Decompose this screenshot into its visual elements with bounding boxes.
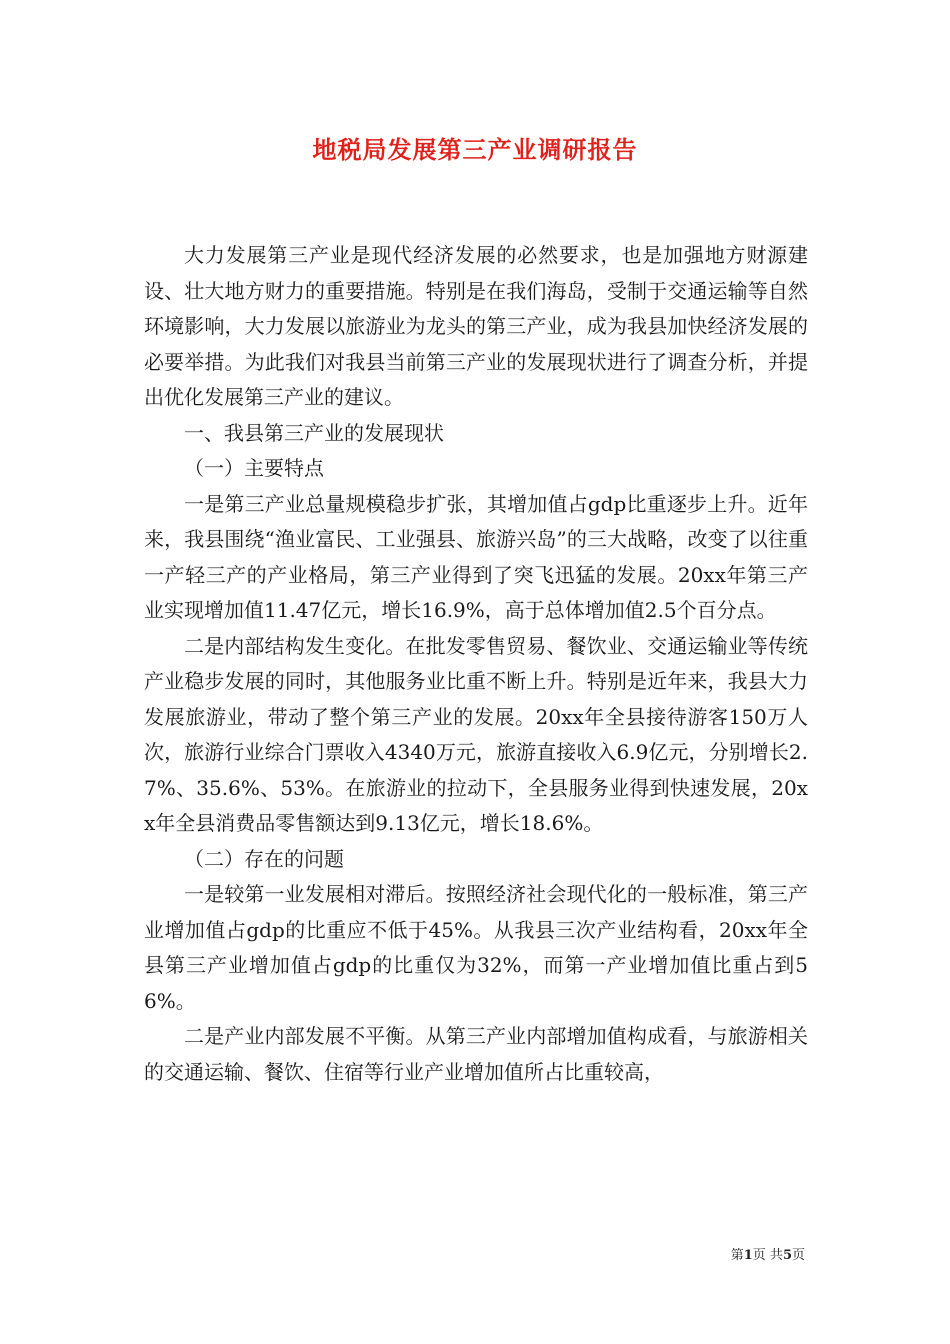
paragraph-problem-1: 一是较第一业发展相对滞后。按照经济社会现代化的一般标准，第三产业增加值占gdp的比重应不低于45%。从我县三次产业结构看，20xx年全县第三产业增加值占gdp的比重仅为32%，而第一产业增加值比重占到56%。 — [144, 882, 808, 1013]
page-footer — [731, 1246, 805, 1266]
section-heading-1: 一、我县第三产业的发展现状 — [184, 420, 444, 445]
document-title: 地税局发展第三产业调研报告 — [312, 135, 638, 164]
footer-total-pages: 5 — [782, 1248, 792, 1263]
footer-middle: 页 共 — [752, 1248, 783, 1263]
footer-prefix: 第 — [730, 1248, 744, 1263]
paragraph-feature-1: 一是第三产业总量规模稳步扩张，其增加值占gdp比重逐步上升。近年来，我县围绕“渔业富民、工业强县、旅游兴岛”的三大战略，改变了以往重一产轻三产的产业格局，第三产业得到了突飞迅猛的发展。20xx年第三产业实现增加值11.47亿元，增长16.9%，高于总体增加值2.5个百分点。 — [144, 491, 808, 622]
paragraph-feature-2: 二是内部结构发生变化。在批发零售贸易、餐饮业、交通运输业等传统产业稳步发展的同时，其他服务业比重不断上升。特别是近年来，我县大力发展旅游业，带动了整个第三产业的发展。20xx年全县接待游客150万人次，旅游行业综合门票收入4340万元，旅游直接收入6.9亿元，分别增长2.7%、35.6%、53%。在旅游业的拉动下，全县服务业得到快速发展，20xx年全县消费品零售额达到9.13亿元，增长18.6%。 — [144, 633, 808, 835]
document-body — [144, 238, 808, 1090]
subsection-heading-features: （一）主要特点 — [184, 456, 324, 480]
subsection-heading-problems: （二）存在的问题 — [184, 846, 344, 871]
footer-current-page: 1 — [743, 1248, 753, 1263]
footer-suffix: 页 — [791, 1248, 805, 1263]
paragraph-problem-2: 二是产业内部发展不平衡。从第三产业内部增加值构成看，与旅游相关的交通运输、餐饮、住宿等行业产业增加值所占比重较高， — [144, 1024, 808, 1084]
paragraph-intro: 大力发展第三产业是现代经济发展的必然要求，也是加强地方财源建设、壮大地方财力的重要措施。特别是在我们海岛，受制于交通运输等自然环境影响，大力发展以旅游业为龙头的第三产业，成为我县加快经济发展的必要举措。为此我们对我县当前第三产业的发展现状进行了调查分析，并提出优化发展第三产业的建议。 — [144, 243, 808, 409]
